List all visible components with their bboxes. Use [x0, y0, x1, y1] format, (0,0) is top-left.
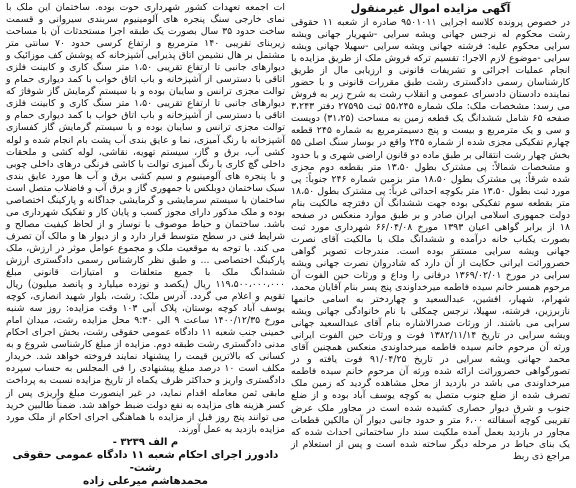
notice-columns: [6, 2, 571, 487]
notice-number: م الف ۳۲۳۹ -: [112, 436, 179, 448]
signature-name: محمدهاشم میرعلی زاده: [83, 474, 208, 487]
notice-right-column: [291, 2, 570, 476]
notice-body-right: در خصوص پرونده کلاسه اجرایی ۹۵۰۱۰۱۱ صادره از شعبه ۱۱ حقوقی رشت محکوم له نرجس جهانی ویشه سرایی -شهریار جهانی ویشه سرایی محکوم علیه: فرشته جهانی ویشه سرایی -سهیلا جهانی ویشه سرایی -موضوع لازم الاجرا: تقسیم ترکه فروش ملک از طریق مزایده با انجام عملیات اجرائی و تشریفات قانونی و ارزیابی مال از طریق کارشناسان رسمی دادگستری رشت طبق مقررات قانونی و با حضور نماینده دادستان دادسرای عمومی و انقلاب رشت به شرح زیر به فروش می رسد: مشخصات ملک: ملک شماره ۵۵،۲۴۵ ثبت ۲۷۵۹۵ دفتر ۳،۲۴۳ صفحه ۶۵ شامل ششدانگ یک قطعه زمین به مساحت (۳۱،۲۵) دویست و سی و یک مترمربع و بیست و پنج دسیمترمربع به شماره ۲۴۵ قطعه چهارم تفکیکی مجزی شده از شماره ۲۴۵ واقع در بوسار سنگ اصلی ۵۵ بخش چهار رشت انتقالی بر طبق ماده دو قانون اراضی شهری و با حدود و مشخصات شمالاً: پی مشترک بطول ۱۳،۵۰ متر بقطعه دوم مجزی شده شرقاً: پی مشترک بطول ۱۸،۵۰ متر بزمین شماره ۲۴۶ جنوباً: پی مورد ثبت بطول ۱۳،۵۰ متر بکوچه احداثی غرباً: پی مشترک بطول ۱۸،۵۰ متر بقطعه سوم تفکیکی بوده جهت ششدانگ آن دفترچه مالکیت بنام دولت جمهوری اسلامی ایران صادر و بر طبق موارد منعکس در صفحه ۱۸ از برابر گواهی اعیان ۱۳۹۳ مورخ ۶۶/۰۴/۰۸ شهرداری مورد ثبت بصورت یکباب خانه درآمده و ششدانگ ملک با مالکیت آقای نصرت جهانی ویشه سرایی مستقر بوده است. مندرجات تصویر گواهی حصروراثت ایرانی حکایت از آن دارد که شادروان نصرت جهانی ویشه سرایی در مورخ ۱۳۶۹/۰۲/۰۱ درفانی را وداع و ورثات حین الفوت آن مرحوم همسر خانم سیده فاطمه میرخداوندی پنج پسر بنام آقایان محمد، شهرام، شهیار، افشین، عبدالسعید و چهاردختر به اسامی خانمها نازبرزین، فرشته، سهیلا، نرجس چمکلی با نام خانوادگی جهانی ویشه سرایی می باشند. از ورثات صدرالاشاره بنام آقای عبدالسعید جهانی ویشه سرایی در تاریخ ۱۳۸۲/۱۱/۱۴ فوت و ورثات حین الفوت ایرانی ورثه آن مرحوم خانم سیده فاطمه میرخداوندی منعکس همچنین آقای محمد جهانی ویشه سرایی در تاریخ ۹۱/۰۴/۲۵ فوت یافته و در تصورگواهی حصروراثت ارائه شده ورثه آن مرحوم خانم سیده فاطمه میرخداوندی می باشد در بازدید از محل مشاهده گردید که زمین ملک تصرف شده از ضلع جنوب متصل به کوچه یوسف آباد بوده و از ضلع جنوب و شرق دیوار حصاری کشیده شده است در مجاور ملک عرض تقریبی کوچه آسفالته ۶،۰۰ متر و حدود جانبی دیوار آن مالکین قطعات مجاور در بازدید بعمل آمده ملکیت سند دار ساختمانی احداث شده که یک بنای حیاط در مرحله دیگر ساخته شده است و پس از استعلام از مراجع ذی ربط: [291, 17, 571, 462]
signature-title: دادورز اجرای احکام شعبه ۱۱ دادگاه عمومی حقوقی رشت-: [12, 448, 279, 474]
notice-body-left: ات اجمعه تعهدات کشور شهرداری حوت بوده. ساختمان این ملک با نمای خارجی سنگ پنجره های آلومینیوم سربندی سیروانی و قسمت ساخت حدود ۳۵ سال بصورت یک طبقه اجرا مستحدثات آن با مساحت زیربنای تقریبی ۱۴۰ مترمربع و ارتفاع کرسی حدود ۷۰ سانتی متر مشتمل بر هال نشیمن اتاق پذیرایی آشپزخانه که پوشش کف موزائیک و دیوارهای جانبی تا ارتفاع تقریبی ۱،۵۰ متر سنگ کاری و کابینت فلزی اتاقی با دسترسی از آشپزخانه و باب اتاق خواب با کمد دیواری حمام و توالت مجزی ترانس و سایبان بوده و با سیستم گرمایش گاز شوفاژ که دیوارهای جانبی تا ارتفاع تقریبی ۱،۵۰ متر سنگ کاری و کابینت فلزی اتاقی با دسترسی از آشپزخانه و باب اتاق خواب با کمد دیواری حمام و توالت مجزی ترانس و سایبان بوده و با سیستم گرمایش گاز کفسازی آشپزخانه با رنگ آمیزی، نما و عایق بندی آب پشت بام انجام شده و لوله کشی آب، برق و گاز، سیستم تهویه، نقاشی، لوله کشی و ملحقات داخلی گچ کاری با رنگ آمیزی توالت با کاشی فرنگی درهای داخلی چوبی و با پنجره های آلومینیوم و سیم کشی برق و آب ها مورد عایق بندی سبک ساختمان دوبلکس با جمهوری گاز و برق آب و فاضلاب متصل است ساختمان با سیستم سرمایشی و گرمایشی جداگانه و پارکینگ اختصاصی بوده و ملک مذکور دارای مجوز کسب و پایان کار و تفکیک شهرداری می باشد. ساختمان و حیاط موصوف با نوساز و از لحاظ کیفیت مصالح و شرایط فنی در سطح متوسط قرار دارد و از دیوار ها و مالک آن تصرف می کند. با توجه به موقعیت ملک و مجموع عوامل موثر در ارزش، ملک پارکینگ اختصاصی ... و طبق نظر کارشناس رسمی دادگستری ارزش ششدانگ ملک با جمیع متعلقات و امتیازات قانونی مبلغ ۱۱۹،۵۰۰،۰۰۰،۰۰۰ ریال (یکصد و نوزده میلیارد و پانصد میلیون) ریال تقویم و اعلام می گردد. آدرس ملک: رشت، بلوار شهید انصاری، کوچه یوسف آباد کوچه بوستان، پلاک آبی ۱۰۳ وقت مزایده: روز سه شنبه مورخ ۱۴۰۰/۱۲/۳۵ ساعت ۹ الی ۹:۳۰ محل مزایده رشت، میدان امام خمینی جنب شعبه ۱۱ دادگاه عمومی حقوقی رشت، بخش اجرای احکام مدنی دادگستری رشت طبقه دوم. مزایده از مبلغ کارشناسی شروع و به کسانی که بالاترین قیمت را پیشنهاد نمایند فروخته خواهد شد. خریدار مکلف است ۱۰ درصد مبلغ پیشنهادی را فی المجلس به حساب سپرده دادگستری واریز و حداکثر ظرف یکماه از تاریخ مزایده نسبت به پرداخت مابقی ثمن معامله اقدام نماید، در غیر اینصورت مبلغ واریزی پس از کسر هزینه های مزایده به نفع دولت ضبط خواهد شد. ضمناً طالبین خرید می توانند پنج روز قبل از مزایده با هماهنگی اجرای احکام از ملک مورد مزایده بازدید به عمل آورند.: [6, 2, 286, 435]
notice-title: آگهی مزایده اموال غیرمنقول: [350, 2, 511, 15]
notice-left-column: [6, 2, 286, 487]
